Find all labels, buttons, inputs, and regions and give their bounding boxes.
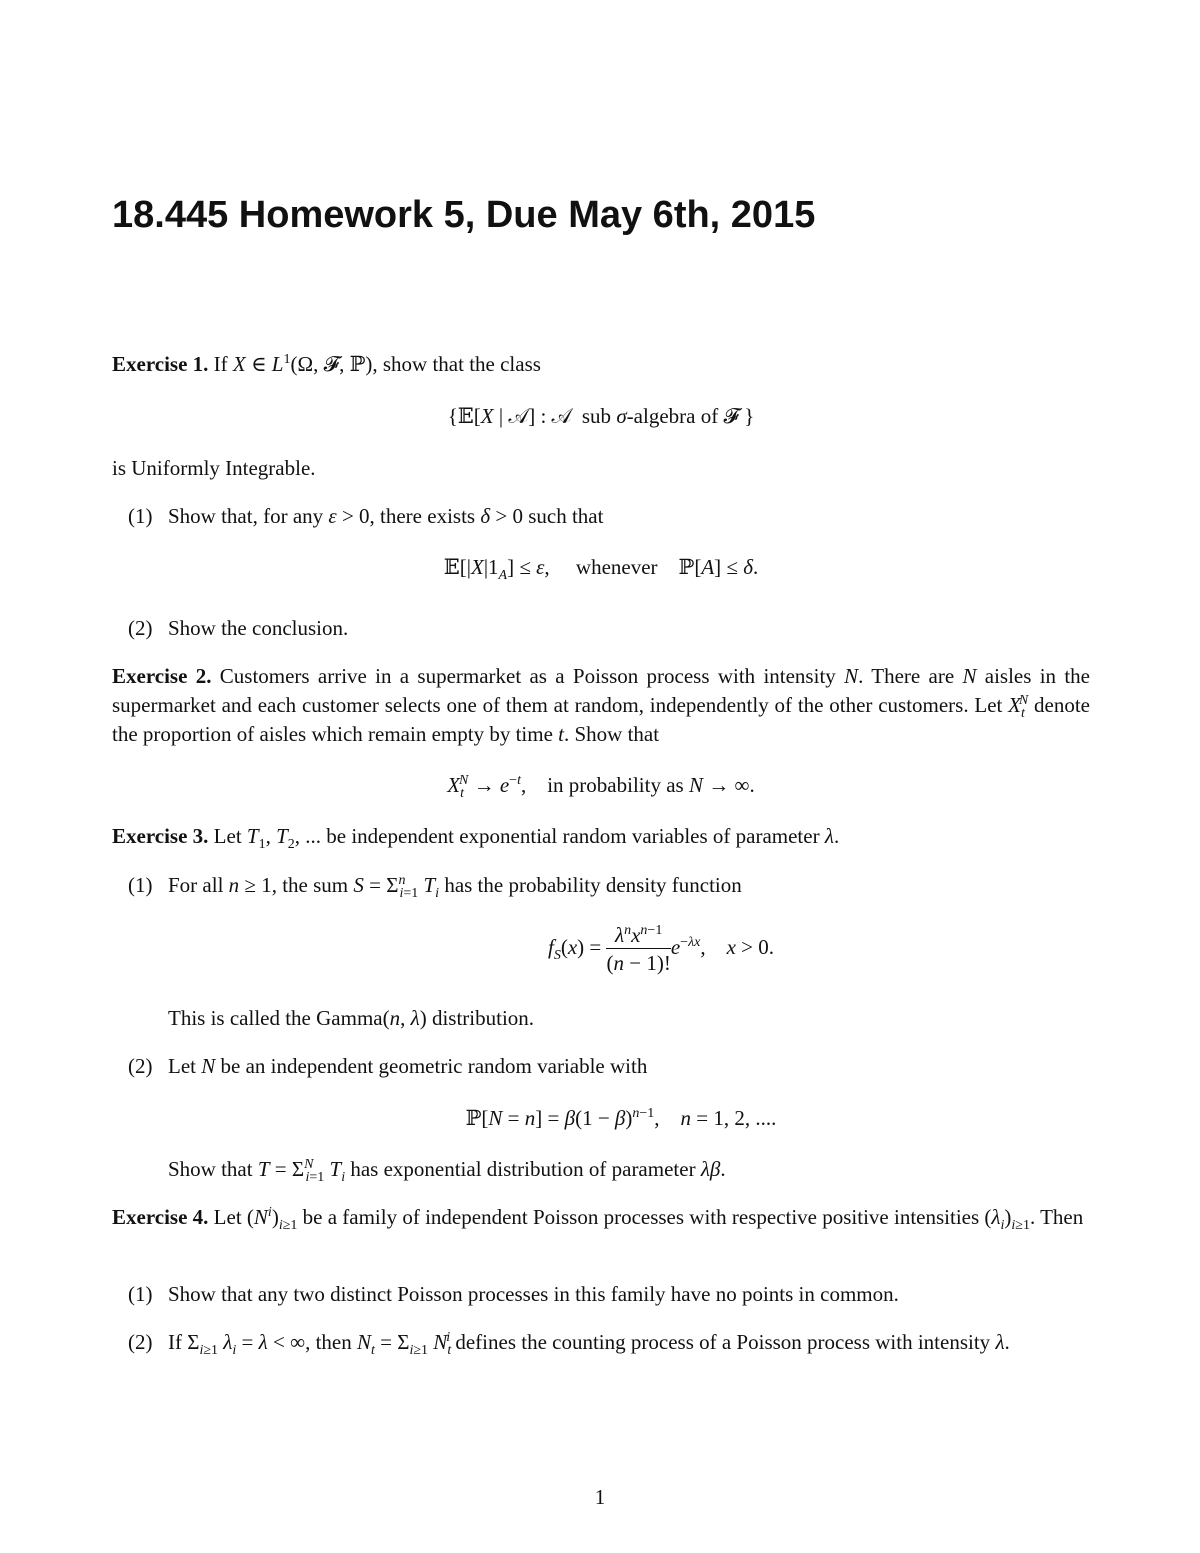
item-text: For all n ≥ 1, the sum $S = \Sigma^n_{i=1}$ $T_i$ has the probability density function	[168, 873, 742, 902]
item-text: Let N be an independent geometric random variable with	[168, 1054, 648, 1078]
item-number: (1)	[128, 504, 153, 528]
exercise-2-label: Exercise 2.	[112, 664, 212, 688]
exercise-3-item-2-note: Show that $T = \Sigma^N_{i=1}$ $T_i$ has exponential distribution of parameter λβ.	[168, 1157, 726, 1186]
item-text: Show that any two distinct Poisson processes in this family have no points in common.	[168, 1282, 899, 1306]
page-title: 18.445 Homework 5, Due May 6th, 2015	[112, 194, 816, 236]
exercise-3-label: Exercise 3.	[112, 824, 209, 848]
exercise-2-text: Exercise 2. Customers arrive in a supermarket as a Poisson process with intensity N. There are N aisles in the supermarket and each customer selects one of them at random, independently of the other customers. Let $X_t^N$ denote the proportion of aisles which remain empty by time t. Show that	[112, 664, 1090, 746]
item-number: (2)	[128, 1330, 153, 1354]
exercise-1-label: Exercise 1.	[112, 352, 209, 376]
exercise-2-display: $X_t^N \to e^{-t}$, in probability as N → ∞.	[447, 773, 755, 802]
item-number: (1)	[128, 1282, 153, 1306]
exercise-1-intro: Exercise 1. If X ∈ $L^1(\Omega$, 𝓕, ℙ), show that the class	[112, 352, 541, 376]
exercise-3-intro: Exercise 3. Let $T_1$, $T_2$, ... be independent exponential random variables of parameter λ.	[112, 824, 840, 853]
exercise-4-text: Exercise 4. Let $(N^i)_{i\ge 1}$ be a family of independent Poisson processes with respective positive intensities $(\lambda_i)_{i\ge 1}$. Then	[112, 1205, 1084, 1234]
density-fraction: $\frac{\lambda^nx^{n-1}}{(n - 1)!}$	[606, 922, 671, 975]
item-text: Show that, for any ε > 0, there exists δ > 0 such that	[168, 504, 604, 528]
item-text: If $\Sigma_{i\ge 1}$ $\lambda_i = \lambda$ < ∞, then $N_t = \Sigma_{i\ge 1}$ $N_t^i$ defines the counting process of a Poisson process with intensity λ.	[168, 1330, 1010, 1359]
exercise-3-item-1-note: This is called the Gamma(n, λ) distribution.	[168, 1006, 535, 1030]
item-number: (2)	[128, 616, 153, 640]
page-number: 1	[594, 1485, 606, 1509]
item-number: (1)	[128, 873, 153, 897]
exercise-1-after: is Uniformly Integrable.	[112, 456, 316, 480]
item-text: Show the conclusion.	[168, 616, 349, 640]
exercise-3-item-2-display: ℙ[N = $n] = \beta(1 - \beta)^{n-1}$, n = 1, 2, ....	[465, 1106, 777, 1130]
exercise-1-display: {𝔼[X | 𝒜] : 𝒜 sub σ-algebra of 𝓕 }	[447, 404, 755, 428]
exercise-1-item-1-display: $𝔼[|X|1_A] \le \varepsilon$, whenever ℙ[A] ≤ δ.	[443, 555, 759, 584]
exercise-3-item-1-display: $f_S(x)$ = $\frac{\lambda^nx^{n-1}}{(n - 1)!}$ $e^{-\lambda x}$, x > 0.	[547, 922, 775, 975]
exercise-4-label: Exercise 4.	[112, 1205, 209, 1229]
item-number: (2)	[128, 1054, 153, 1078]
